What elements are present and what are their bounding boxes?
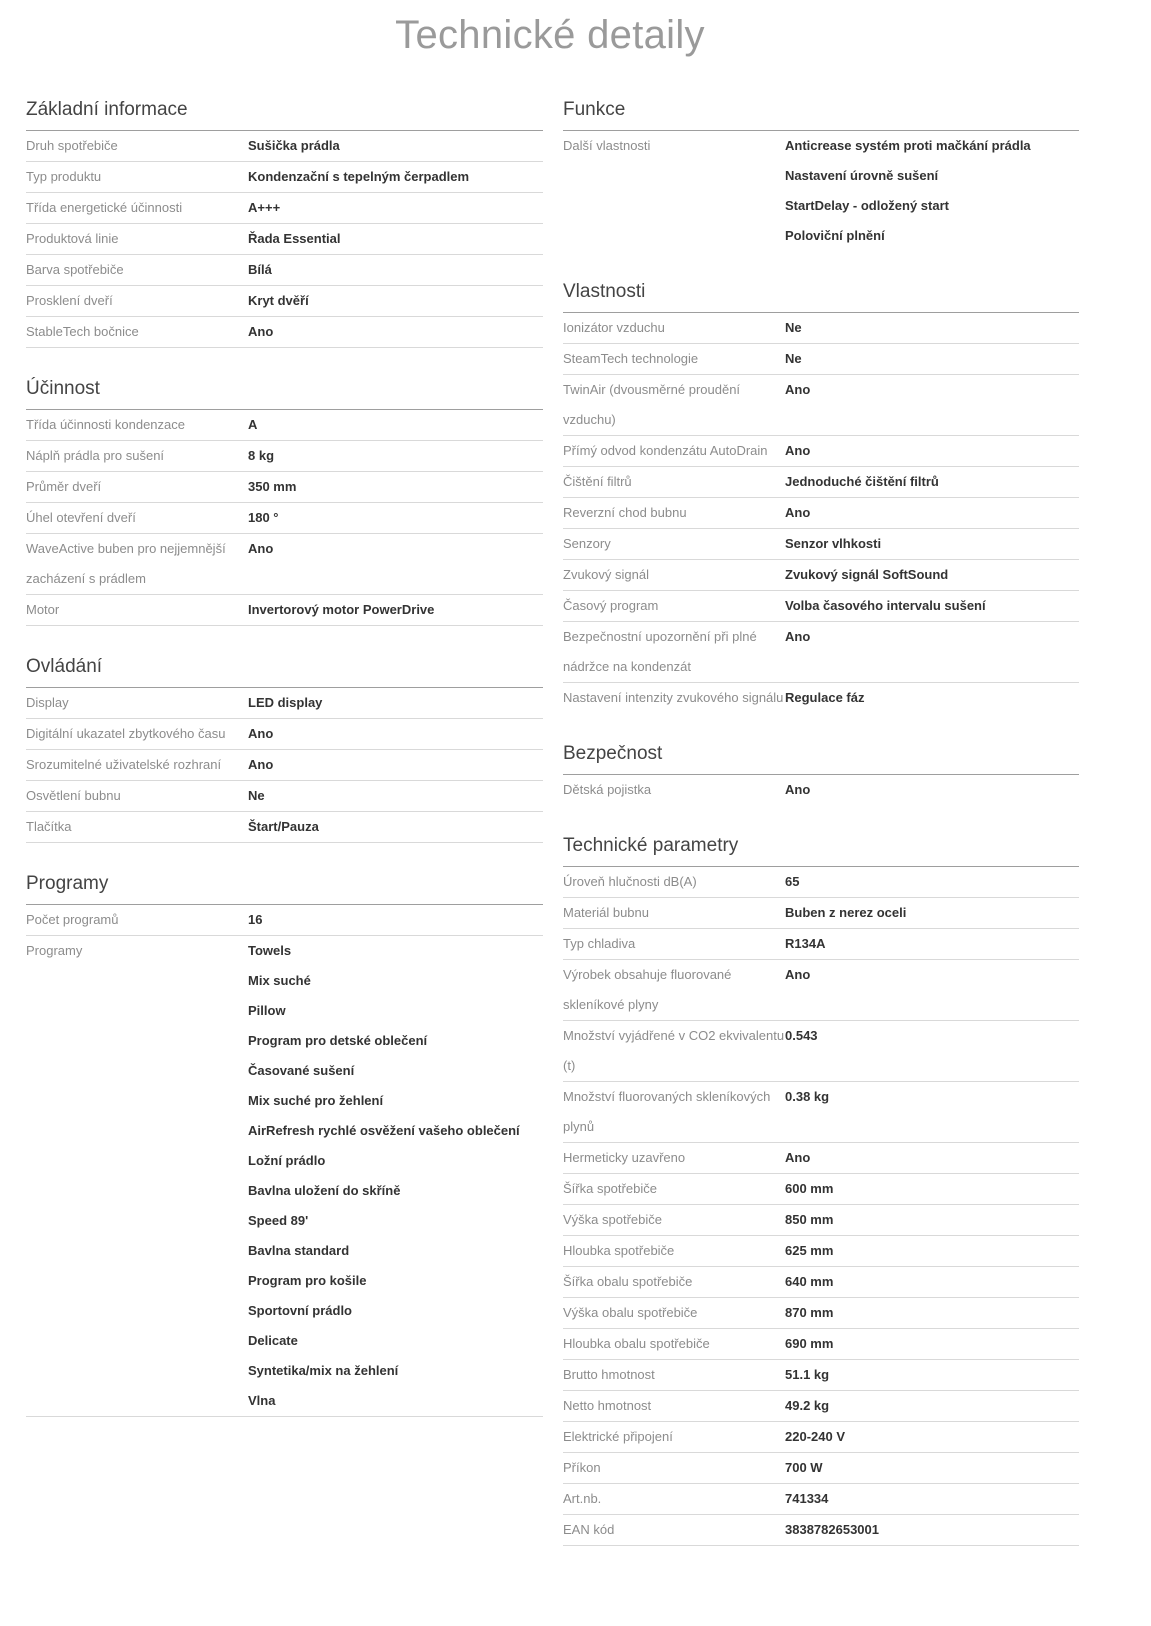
spec-value: Ano [785,382,811,397]
spec-value: Ano [248,757,274,772]
spec-row [26,317,543,348]
spec-row [26,193,543,224]
spec-value: 180 ° [248,510,279,525]
section-ovladani [26,652,543,843]
spec-row [563,560,1079,591]
spec-label: Senzory [563,536,611,551]
spec-values [785,1360,1079,1390]
spec-label: Brutto hmotnost [563,1367,655,1382]
spec-row [563,529,1079,560]
spec-row [563,313,1079,344]
spec-label: Třída energetické účinnosti [26,200,183,215]
spec-row [26,286,543,317]
section-heading: Účinnost [26,374,543,410]
spec-value: 51.1 kg [785,1367,830,1382]
spec-values [785,775,1079,805]
spec-label: Materiál bubnu [563,905,649,920]
spec-label: Prosklení dveří [26,293,113,308]
spec-value: Nastavení úrovně sušení [785,168,939,183]
spec-values [248,255,543,285]
spec-row [563,1174,1079,1205]
spec-label: Hloubka obalu spotřebiče [563,1336,710,1351]
spec-label: Netto hmotnost [563,1398,652,1413]
spec-row [26,410,543,441]
spec-row [563,867,1079,898]
spec-values [785,960,1079,990]
spec-row [563,1143,1079,1174]
spec-label: Art.nb. [563,1491,602,1506]
spec-label: Výška spotřebiče [563,1212,662,1227]
spec-row [26,534,543,595]
spec-label: Osvětlení bubnu [26,788,121,803]
spec-value: Bavlna standard [248,1243,350,1258]
spec-row [563,1298,1079,1329]
spec-value: 690 mm [785,1336,834,1351]
specs-column-left [26,95,543,1443]
spec-value: Towels [248,943,292,958]
spec-values [248,503,543,533]
spec-row [563,1236,1079,1267]
spec-row [563,436,1079,467]
spec-values [785,529,1079,559]
spec-label: Další vlastnosti [563,138,651,153]
spec-label: TwinAir (dvousměrné proudění vzduchu) [563,382,741,427]
spec-label: Digitální ukazatel zbytkového času [26,726,226,741]
spec-values [785,1236,1079,1266]
section-programy [26,869,543,1417]
spec-value: Ano [248,324,274,339]
spec-value: Ano [785,967,811,982]
spec-value: Regulace fáz [785,690,865,705]
spec-value: Ano [785,629,811,644]
spec-row [26,472,543,503]
spec-value: AirRefresh rychlé osvěžení vašeho oblečení [248,1123,520,1138]
spec-values [785,560,1079,590]
spec-values [785,867,1079,897]
spec-values [785,1082,1079,1112]
spec-row [563,1515,1079,1546]
spec-value: Sportovní prádlo [248,1303,352,1318]
spec-label: Programy [26,943,83,958]
spec-values [785,1174,1079,1204]
spec-label: Čištění filtrů [563,474,632,489]
spec-value: 65 [785,874,800,889]
spec-values [248,131,543,161]
spec-values [248,719,543,749]
spec-values [248,812,543,842]
spec-label: Úroveň hlučnosti dB(A) [563,874,697,889]
spec-value: R134A [785,936,826,951]
spec-value: Anticrease systém proti mačkání prádla [785,138,1031,153]
spec-row [26,441,543,472]
spec-value: LED display [248,695,323,710]
spec-row [563,1391,1079,1422]
spec-values [785,436,1079,466]
section-funkce [563,95,1079,251]
spec-values [785,344,1079,374]
spec-label: Zvukový signál [563,567,649,582]
spec-values [785,929,1079,959]
spec-label: Tlačítka [26,819,72,834]
spec-row [26,162,543,193]
spec-label: Reverzní chod bubnu [563,505,687,520]
spec-values [785,898,1079,928]
spec-label: Hloubka spotřebiče [563,1243,675,1258]
spec-value: 8 kg [248,448,275,463]
spec-row [563,1422,1079,1453]
spec-values [785,622,1079,652]
spec-label: Šířka obalu spotřebiče [563,1274,693,1289]
spec-values [248,595,543,625]
section-heading: Funkce [563,95,1079,131]
spec-label: Produktová linie [26,231,119,246]
spec-value: Ano [785,443,811,458]
spec-value: 350 mm [248,479,297,494]
spec-label: Nastavení intenzity zvukového signálu [563,690,784,705]
spec-row [563,591,1079,622]
spec-label: Hermeticky uzavřeno [563,1150,686,1165]
spec-label: Průměr dveří [26,479,102,494]
spec-row [26,688,543,719]
spec-values [248,534,543,564]
spec-value: Ano [785,505,811,520]
spec-label: Motor [26,602,60,617]
spec-row [26,750,543,781]
spec-row [563,1453,1079,1484]
spec-values [785,498,1079,528]
spec-value: Senzor vlhkosti [785,536,882,551]
spec-label: StableTech bočnice [26,324,139,339]
spec-value: Ložní prádlo [248,1153,326,1168]
spec-label: Typ chladiva [563,936,636,951]
spec-value: 850 mm [785,1212,834,1227]
spec-value: Delicate [248,1333,298,1348]
spec-row [26,781,543,812]
spec-row [563,1329,1079,1360]
section-bezpecnost [563,739,1079,805]
spec-row [26,905,543,936]
spec-value: 625 mm [785,1243,834,1258]
section-heading: Technické parametry [563,831,1079,867]
spec-row [563,498,1079,529]
spec-label: Výška obalu spotřebiče [563,1305,698,1320]
spec-row [563,622,1079,683]
spec-value: Ano [785,782,811,797]
spec-value: Ano [248,541,274,556]
section-ucinnost [26,374,543,626]
spec-value: Řada Essential [248,231,341,246]
spec-values [785,1453,1079,1483]
spec-values [248,224,543,254]
spec-values [785,375,1079,405]
spec-value: Ano [785,1150,811,1165]
spec-label: Druh spotřebiče [26,138,118,153]
spec-value: Sušička prádla [248,138,340,153]
spec-label: Počet programů [26,912,119,927]
spec-label: Množství vyjádřené v CO2 ekvivalentu (t) [563,1028,785,1073]
spec-values [248,688,543,718]
spec-label: Display [26,695,69,710]
spec-value: Mix suché [248,973,311,988]
spec-value: Poloviční plnění [785,228,885,243]
spec-value: 870 mm [785,1305,834,1320]
spec-value: StartDelay - odložený start [785,198,949,213]
spec-values [785,1422,1079,1452]
spec-values [785,1391,1079,1421]
spec-values [248,781,543,811]
spec-row [563,1267,1079,1298]
spec-row [563,929,1079,960]
spec-label: Příkon [563,1460,601,1475]
spec-value: Ano [248,726,274,741]
spec-values [785,1205,1079,1235]
spec-row [26,224,543,255]
spec-values [248,410,543,440]
spec-label: Výrobek obsahuje fluorované skleníkové plyny [563,967,732,1012]
spec-row [563,1082,1079,1143]
section-heading: Vlastnosti [563,277,1079,313]
spec-value: Štart/Pauza [248,819,319,834]
spec-values [785,1329,1079,1359]
spec-row [26,255,543,286]
spec-label: Bezpečnostní upozornění při plné nádržce na kondenzát [563,629,757,674]
section-technicke-parametry [563,831,1079,1546]
spec-label: Úhel otevření dveří [26,510,136,525]
section-heading: Ovládání [26,652,543,688]
spec-row [563,898,1079,929]
spec-label: Srozumitelné uživatelské rozhraní [26,757,222,772]
spec-row [26,719,543,750]
spec-value: Volba časového intervalu sušení [785,598,986,613]
spec-value: 600 mm [785,1181,834,1196]
spec-row [563,1360,1079,1391]
spec-label: Elektrické připojení [563,1429,673,1444]
spec-row [26,595,543,626]
spec-label: SteamTech technologie [563,351,699,366]
spec-value: Vlna [248,1393,276,1408]
spec-row [563,131,1079,251]
spec-values [785,1484,1079,1514]
spec-value: A [248,417,258,432]
spec-value: Bílá [248,262,272,277]
spec-values [248,286,543,316]
spec-row [563,1205,1079,1236]
spec-value: 0.543 [785,1028,818,1043]
spec-value: 741334 [785,1491,829,1506]
spec-values [248,750,543,780]
spec-label: Dětská pojistka [563,782,652,797]
section-heading: Základní informace [26,95,543,131]
spec-label: Množství fluorovaných skleníkových plynů [563,1089,771,1134]
spec-value: Ne [785,320,802,335]
section-zakladni-informace [26,95,543,348]
page-title: Technické detaily [395,13,705,57]
spec-value: Program pro detské oblečení [248,1033,428,1048]
spec-row [26,812,543,843]
spec-value: Ne [248,788,265,803]
spec-values [785,467,1079,497]
spec-values [785,313,1079,343]
spec-label: WaveActive buben pro nejjemnější zacházení s prádlem [26,541,226,586]
spec-value: 700 W [785,1460,823,1475]
spec-label: Přímý odvod kondenzátu AutoDrain [563,443,768,458]
spec-row [563,960,1079,1021]
spec-label: Šířka spotřebiče [563,1181,657,1196]
spec-values [248,441,543,471]
spec-value: 3838782653001 [785,1522,879,1537]
spec-values [785,1143,1079,1173]
spec-values [248,317,543,347]
spec-values [248,193,543,223]
spec-values [785,1515,1079,1545]
spec-value: Invertorový motor PowerDrive [248,602,435,617]
spec-value: Ne [785,351,802,366]
spec-value: 640 mm [785,1274,834,1289]
spec-values [248,905,543,935]
spec-value: Speed 89' [248,1213,309,1228]
spec-value: Zvukový signál SoftSound [785,567,949,582]
spec-value: Bavlna uložení do skříně [248,1183,401,1198]
spec-value: Program pro košile [248,1273,367,1288]
spec-value: Pillow [248,1003,286,1018]
spec-row [563,344,1079,375]
spec-values [785,1298,1079,1328]
spec-value: 0.38 kg [785,1089,830,1104]
spec-value: Buben z nerez oceli [785,905,907,920]
spec-label: Typ produktu [26,169,102,184]
spec-value: Časované sušení [248,1063,355,1078]
section-heading: Programy [26,869,543,905]
spec-row [26,131,543,162]
spec-label: Barva spotřebiče [26,262,124,277]
spec-row [563,1484,1079,1515]
spec-row [563,775,1079,805]
spec-value: 220-240 V [785,1429,845,1444]
spec-value: A+++ [248,200,281,215]
spec-values [248,162,543,192]
section-heading: Bezpečnost [563,739,1079,775]
spec-row [563,375,1079,436]
spec-row [563,683,1079,713]
spec-value: Mix suché pro žehlení [248,1093,384,1108]
spec-row [26,503,543,534]
spec-label: EAN kód [563,1522,615,1537]
spec-values [785,131,1079,251]
spec-values [785,1267,1079,1297]
spec-value: 49.2 kg [785,1398,830,1413]
spec-values [248,472,543,502]
spec-value: Kondenzační s tepelným čerpadlem [248,169,470,184]
spec-values [785,1021,1079,1051]
spec-label: Časový program [563,598,659,613]
spec-values [785,683,1079,713]
spec-row [563,1021,1079,1082]
spec-value: Kryt dvěří [248,293,309,308]
spec-value: Syntetika/mix na žehlení [248,1363,399,1378]
section-vlastnosti [563,277,1079,713]
spec-row [26,936,543,1417]
spec-label: Ionizátor vzduchu [563,320,665,335]
spec-label: Náplň prádla pro sušení [26,448,165,463]
spec-values [248,936,543,1416]
spec-value: Jednoduché čištění filtrů [785,474,939,489]
spec-value: 16 [248,912,263,927]
specs-column-right [563,95,1079,1572]
spec-row [563,467,1079,498]
spec-values [785,591,1079,621]
spec-label: Třída účinnosti kondenzace [26,417,185,432]
